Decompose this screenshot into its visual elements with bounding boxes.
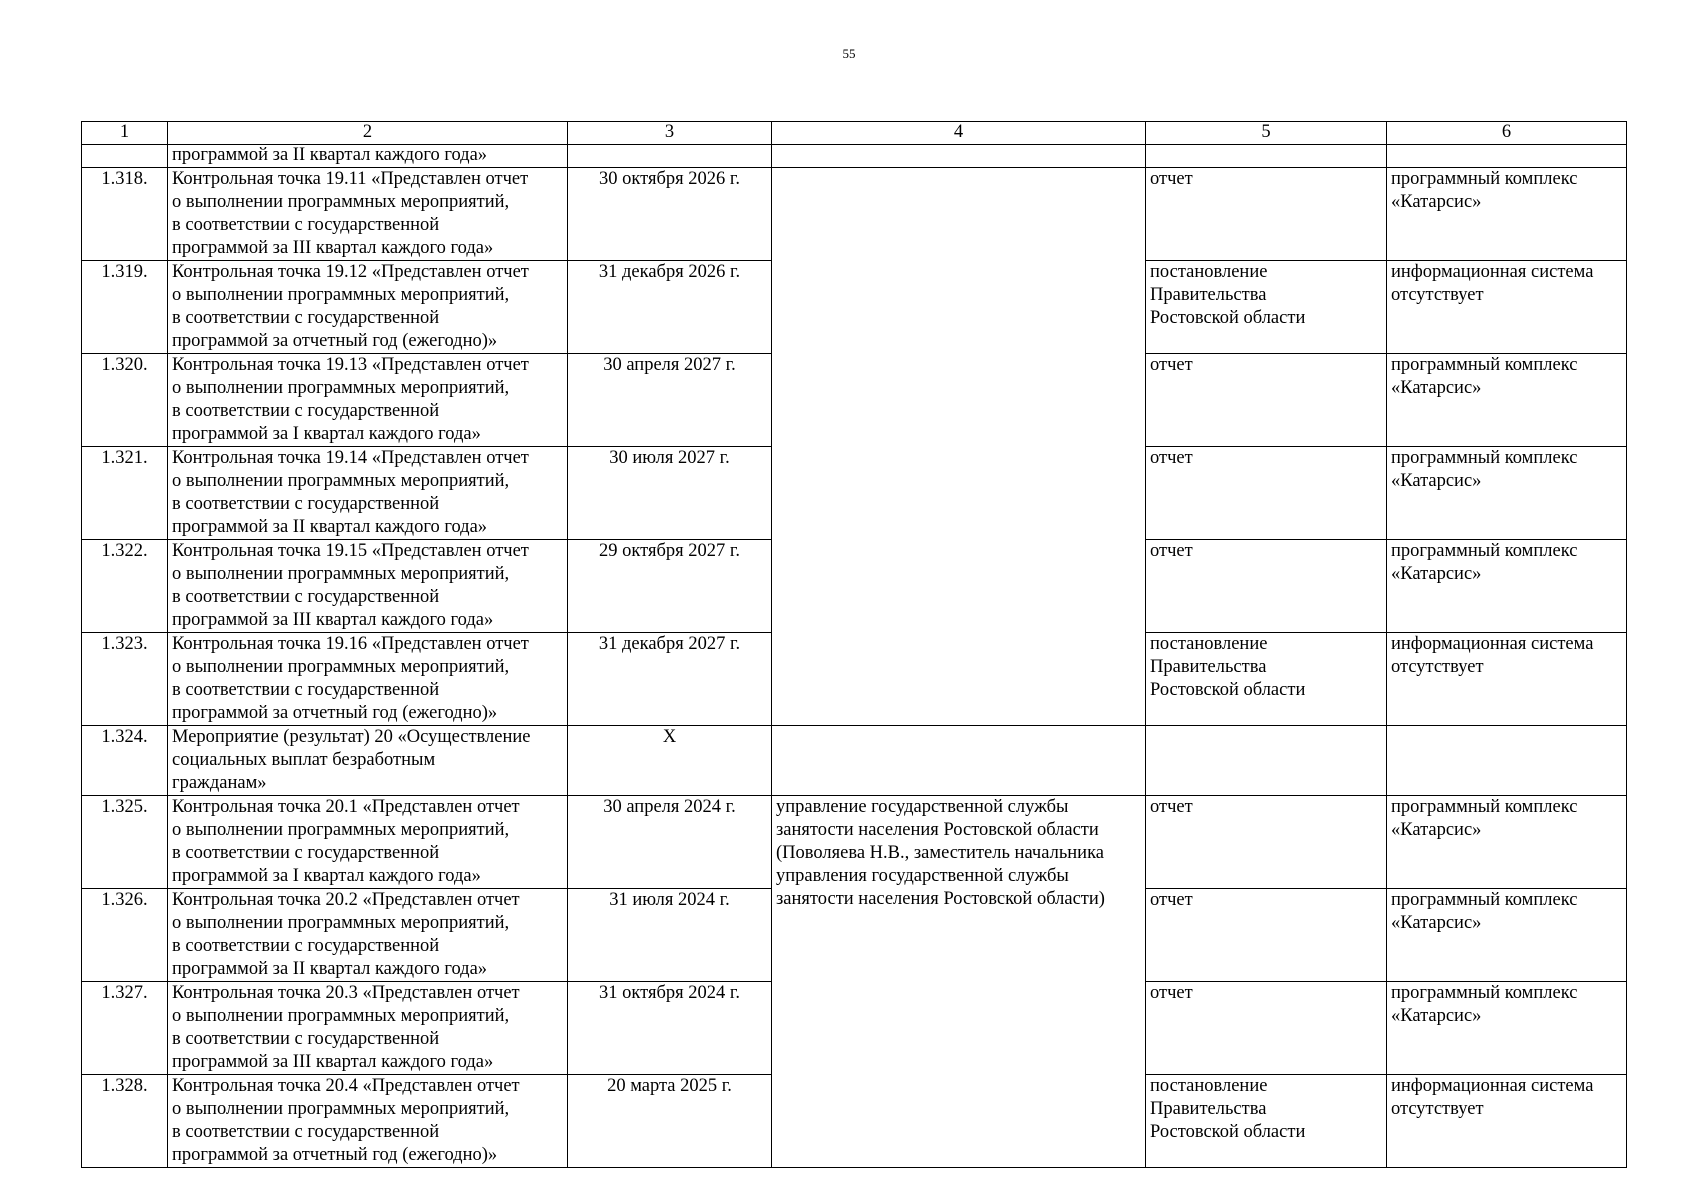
row-number: 1.324.: [82, 726, 168, 796]
table-row: [82, 726, 1627, 796]
header-col-2: 2: [168, 122, 568, 145]
row-date: 31 декабря 2026 г.: [568, 261, 772, 354]
row-system-line: отсутствует: [1391, 657, 1484, 677]
row-document: [1146, 633, 1387, 726]
row-number: 1.327.: [82, 982, 168, 1075]
row-system-line: информационная система: [1391, 1076, 1594, 1096]
row-system-line: «Катарсис»: [1391, 1006, 1482, 1026]
row-system-line: программный комплекс: [1391, 169, 1578, 189]
row-document: [1146, 447, 1387, 540]
header-row: [82, 122, 1627, 145]
continuation-doc-cell: [1146, 145, 1387, 168]
responsible-line: (Поволяева Н.В., заместитель начальника: [776, 843, 1104, 863]
row-system-line: «Катарсис»: [1391, 564, 1482, 584]
header-col-1: 1: [82, 122, 168, 145]
row-system: [1387, 540, 1627, 633]
row-date: 31 декабря 2027 г.: [568, 633, 772, 726]
row-document: [1146, 1075, 1387, 1168]
row-name-line: Контрольная точка 20.2 «Представлен отчет: [172, 890, 520, 910]
row-name-line: Контрольная точка 19.15 «Представлен отчет: [172, 541, 529, 561]
row-document-line: постановление: [1150, 262, 1268, 282]
continuation-date-cell: [568, 145, 772, 168]
row-name: [168, 633, 568, 726]
row-name-line: социальных выплат безработным: [172, 750, 436, 770]
row-system-line: отсутствует: [1391, 285, 1484, 305]
row-number: 1.326.: [82, 889, 168, 982]
page-number: 55: [842, 46, 856, 61]
table-row: [82, 168, 1627, 261]
row-name-line: о выполнении программных мероприятий,: [172, 378, 510, 398]
row-name-line: о выполнении программных мероприятий,: [172, 820, 510, 840]
row-document-line: Ростовской области: [1150, 308, 1306, 328]
row-document-line: Ростовской области: [1150, 680, 1306, 700]
row-system-line: «Катарсис»: [1391, 820, 1482, 840]
row-number: 1.321.: [82, 447, 168, 540]
row-name-line: программой за II квартал каждого года»: [172, 517, 488, 537]
row-system-line: информационная система: [1391, 262, 1594, 282]
plan-table: [81, 121, 1627, 1168]
row-document-line: отчет: [1150, 890, 1193, 910]
row-name: [168, 168, 568, 261]
header-col-4: 4: [772, 122, 1146, 145]
row-name-line: программой за II квартал каждого года»: [172, 959, 488, 979]
row-date: 30 октября 2026 г.: [568, 168, 772, 261]
row-name-line: в соответствии с государственной: [172, 494, 440, 514]
row-document-line: отчет: [1150, 797, 1193, 817]
row-name: [168, 889, 568, 982]
row-name-line: о выполнении программных мероприятий,: [172, 192, 510, 212]
row-name-line: программой за отчетный год (ежегодно)»: [172, 331, 498, 351]
row-name-line: о выполнении программных мероприятий,: [172, 564, 510, 584]
responsible-line: управления государственной службы: [776, 866, 1069, 886]
row-name-line: программой за I квартал каждого года»: [172, 866, 481, 886]
row-number: 1.322.: [82, 540, 168, 633]
row-name-line: в соответствии с государственной: [172, 843, 440, 863]
row-system-line: «Катарсис»: [1391, 378, 1482, 398]
row-document-line: Ростовской области: [1150, 1122, 1306, 1142]
row-name-line: программой за III квартал каждого года»: [172, 610, 494, 630]
row-document: [1146, 261, 1387, 354]
row-name-line: в соответствии с государственной: [172, 401, 440, 421]
row-name: [168, 261, 568, 354]
row-date: 30 апреля 2024 г.: [568, 796, 772, 889]
row-document: [1146, 796, 1387, 889]
responsible-line: занятости населения Ростовской области: [776, 820, 1099, 840]
row-date: 30 июля 2027 г.: [568, 447, 772, 540]
row-document-line: отчет: [1150, 169, 1193, 189]
row-name-line: в соответствии с государственной: [172, 1029, 440, 1049]
row-system-line: «Катарсис»: [1391, 192, 1482, 212]
row-document: [1146, 354, 1387, 447]
row-system-line: «Катарсис»: [1391, 471, 1482, 491]
row-date: 31 октября 2024 г.: [568, 982, 772, 1075]
row-name-line: о выполнении программных мероприятий,: [172, 471, 510, 491]
responsible-cell-block-20: [772, 796, 1146, 1168]
row-system-line: «Катарсис»: [1391, 913, 1482, 933]
row-document: [1146, 982, 1387, 1075]
table-row: [82, 796, 1627, 889]
row-system: [1387, 726, 1627, 796]
continuation-responsible-cell: [772, 145, 1146, 168]
row-name-line: программой за III квартал каждого года»: [172, 238, 494, 258]
row-name: [168, 540, 568, 633]
row-name-line: о выполнении программных мероприятий,: [172, 1006, 510, 1026]
continuation-num-cell: [82, 145, 168, 168]
row-number: 1.323.: [82, 633, 168, 726]
row-system: [1387, 261, 1627, 354]
header-col-6: 6: [1387, 122, 1627, 145]
row-name: [168, 726, 568, 796]
row-date: 30 апреля 2027 г.: [568, 354, 772, 447]
row-system: [1387, 633, 1627, 726]
row-name-line: о выполнении программных мероприятий,: [172, 657, 510, 677]
row-document-line: Правительства: [1150, 657, 1267, 677]
row-system-line: программный комплекс: [1391, 355, 1578, 375]
row-document: [1146, 540, 1387, 633]
row-document: [1146, 889, 1387, 982]
row-system-line: программный комплекс: [1391, 983, 1578, 1003]
row-document-line: отчет: [1150, 355, 1193, 375]
row-name-line: Контрольная точка 19.12 «Представлен отчет: [172, 262, 529, 282]
row-name-line: в соответствии с государственной: [172, 308, 440, 328]
row-system-line: отсутствует: [1391, 1099, 1484, 1119]
row-name-line: о выполнении программных мероприятий,: [172, 1099, 510, 1119]
row-name-line: в соответствии с государственной: [172, 587, 440, 607]
row-name-line: о выполнении программных мероприятий,: [172, 913, 510, 933]
row-name: [168, 354, 568, 447]
row-name-line: Контрольная точка 20.3 «Представлен отчет: [172, 983, 520, 1003]
row-name: [168, 796, 568, 889]
row-date: Х: [568, 726, 772, 796]
row-system: [1387, 982, 1627, 1075]
row-number: 1.319.: [82, 261, 168, 354]
row-name-line: в соответствии с государственной: [172, 1122, 440, 1142]
row-system-line: программный комплекс: [1391, 541, 1578, 561]
row-date: 31 июля 2024 г.: [568, 889, 772, 982]
row-name-line: Контрольная точка 19.13 «Представлен отчет: [172, 355, 529, 375]
row-document-line: Правительства: [1150, 1099, 1267, 1119]
responsible-cell-block-19: [772, 168, 1146, 726]
header-col-5: 5: [1146, 122, 1387, 145]
row-name-line: Контрольная точка 19.16 «Представлен отчет: [172, 634, 529, 654]
continuation-text: программой за II квартал каждого года»: [168, 145, 568, 168]
row-system-line: программный комплекс: [1391, 797, 1578, 817]
row-document-line: постановление: [1150, 1076, 1268, 1096]
row-name-line: в соответствии с государственной: [172, 215, 440, 235]
row-system: [1387, 354, 1627, 447]
header-col-3: 3: [568, 122, 772, 145]
row-number: 1.328.: [82, 1075, 168, 1168]
row-system: [1387, 796, 1627, 889]
row-number: 1.325.: [82, 796, 168, 889]
row-name-line: программой за III квартал каждого года»: [172, 1052, 494, 1072]
row-name: [168, 1075, 568, 1168]
row-system-line: программный комплекс: [1391, 448, 1578, 468]
row-system: [1387, 168, 1627, 261]
row-document: [1146, 168, 1387, 261]
row-name-line: Контрольная точка 20.1 «Представлен отчет: [172, 797, 520, 817]
row-name: [168, 982, 568, 1075]
row-document-line: отчет: [1150, 541, 1193, 561]
row-document-line: отчет: [1150, 448, 1193, 468]
row-name-line: программой за отчетный год (ежегодно)»: [172, 703, 498, 723]
row-date: 29 октября 2027 г.: [568, 540, 772, 633]
row-name-line: Контрольная точка 19.14 «Представлен отчет: [172, 448, 529, 468]
row-system-line: программный комплекс: [1391, 890, 1578, 910]
row-system: [1387, 1075, 1627, 1168]
responsible-line: управление государственной службы: [776, 797, 1069, 817]
row-document-line: постановление: [1150, 634, 1268, 654]
row-name-line: в соответствии с государственной: [172, 680, 440, 700]
row-number: 1.318.: [82, 168, 168, 261]
row-name-line: программой за отчетный год (ежегодно)»: [172, 1145, 498, 1165]
row-system: [1387, 447, 1627, 540]
row-name-line: о выполнении программных мероприятий,: [172, 285, 510, 305]
row-name-line: Мероприятие (результат) 20 «Осуществление: [172, 727, 531, 747]
continuation-system-cell: [1387, 145, 1627, 168]
row-date: 20 марта 2025 г.: [568, 1075, 772, 1168]
row-name-line: Контрольная точка 20.4 «Представлен отчет: [172, 1076, 520, 1096]
row-name-line: в соответствии с государственной: [172, 936, 440, 956]
row-system-line: информационная система: [1391, 634, 1594, 654]
row-name-line: Контрольная точка 19.11 «Представлен отчет: [172, 169, 529, 189]
row-number: 1.320.: [82, 354, 168, 447]
responsible-cell-event-20: [772, 726, 1146, 796]
row-document-line: Правительства: [1150, 285, 1267, 305]
row-document-line: отчет: [1150, 983, 1193, 1003]
row-name-line: гражданам»: [172, 773, 267, 793]
row-system: [1387, 889, 1627, 982]
row-name: [168, 447, 568, 540]
row-name-line: программой за I квартал каждого года»: [172, 424, 481, 444]
continuation-row: [82, 145, 1627, 168]
responsible-line: занятости населения Ростовской области): [776, 889, 1105, 909]
row-document: [1146, 726, 1387, 796]
